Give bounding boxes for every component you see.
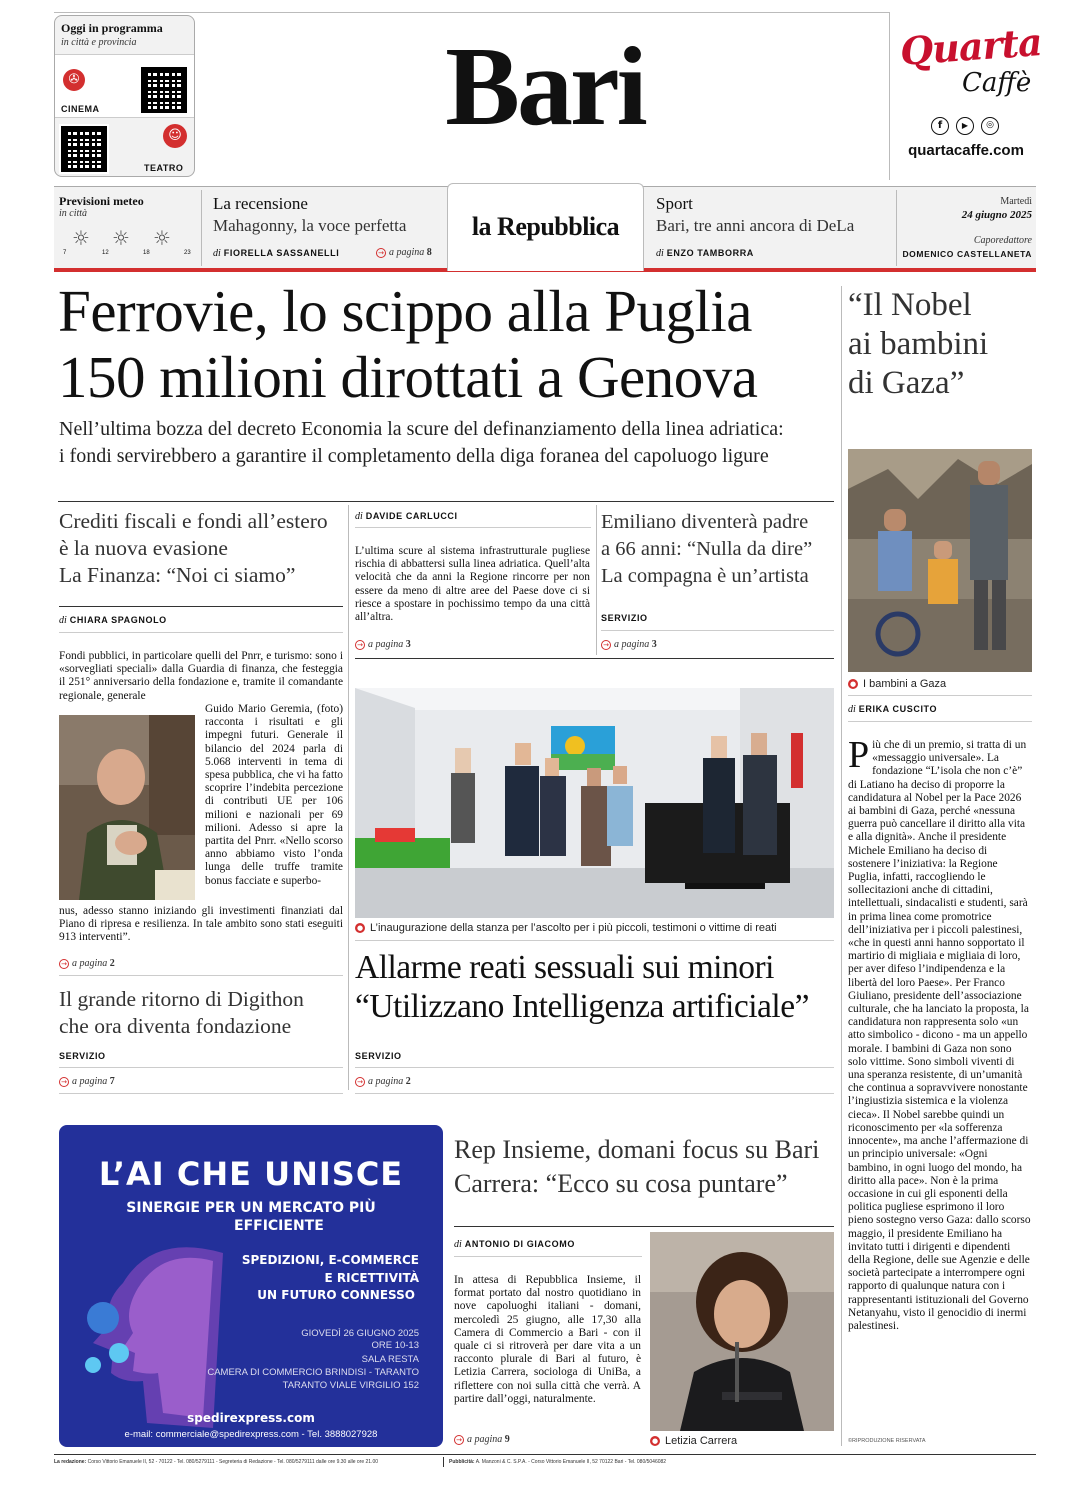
main-photo — [355, 688, 834, 918]
teatro-card[interactable] — [55, 120, 194, 176]
programma-box[interactable] — [54, 15, 195, 177]
lead-deck-line-2: i fondi servirebbero a garantire il completamento della diga foranea del capoluogo ligure — [59, 445, 769, 467]
city-title: Bari — [445, 25, 645, 149]
allarme-title[interactable] — [355, 948, 837, 1026]
lead-page-ref[interactable]: → a pagina 3 — [355, 639, 411, 650]
social-icons — [931, 117, 1001, 137]
divider — [454, 1226, 834, 1227]
facebook-icon[interactable]: f — [931, 117, 949, 135]
main-photo-caption: ● L’inaugurazione della stanza per l’ascolto per i più piccoli, testimoni o vittime di reati — [356, 922, 777, 934]
ad-subtitle-2: EFFICIENTE — [234, 1218, 324, 1234]
sun-icon: ☼ — [112, 226, 130, 250]
rights-notice: ©RIPRODUZIONE RISERVATA — [848, 1438, 926, 1444]
digithon-byline: SERVIZIO — [59, 1051, 106, 1061]
divider — [58, 501, 834, 502]
drop-cap: P — [848, 734, 870, 776]
rep-page-ref[interactable]: → a pagina 9 — [454, 1434, 510, 1445]
programma-title: Oggi in programma — [61, 21, 163, 35]
divider — [59, 606, 343, 607]
forecast-hour: 23 — [184, 250, 191, 256]
emiliano-title-line: a 66 anni: “Nulla da dire” — [601, 538, 813, 560]
digithon-title-line: che ora diventa fondazione — [59, 1014, 292, 1038]
rep-title-line: Rep Insieme, domani focus su Bari — [454, 1135, 820, 1164]
allarme-page-ref[interactable]: → a pagina 2 — [355, 1076, 411, 1087]
divider — [59, 632, 343, 633]
paper-logo[interactable]: la Repubblica — [471, 212, 620, 241]
allarme-byline: SERVIZIO — [355, 1051, 402, 1061]
ad-headline: L’AI CHE UNISCE — [98, 1155, 404, 1193]
cinema-label: CINEMA — [61, 104, 100, 114]
arrow-icon: → — [59, 959, 69, 969]
sport-title[interactable]: Bari, tre anni ancora di DeLa — [656, 216, 855, 235]
divider — [848, 695, 1032, 696]
divider — [596, 505, 597, 655]
crediti-title-line: Crediti fiscali e fondi all’estero — [59, 509, 328, 533]
rep-byline: di ANTONIO DI GIACOMO — [454, 1239, 575, 1250]
forecast-hour: 12 — [102, 250, 109, 256]
digithon-page-ref[interactable]: → a pagina 7 — [59, 1076, 115, 1087]
crediti-body-side: Guido Mario Geremia, (foto) racconta i risultati e gli impegni futuri. Generale il bilancio del 2024 parla di 5.068 interventi in tema di spesa pubblica, che vi ha fatto scoprire l’indebita percezione di contributi UE per 106 milioni e nazionali per 69 milioni. Adesso si apre la partita del Pnrr. «Nello scorso anno abbiamo visto l’onda lunga delle truffe tramite bonus facciate e superbo- — [205, 703, 343, 887]
crediti-title-line: La Finanza: “Noi ci siamo” — [59, 563, 296, 587]
day: Martedì — [1000, 196, 1032, 207]
digithon-title[interactable] — [59, 986, 344, 1040]
brand-sub: Caffè — [962, 68, 1032, 98]
footer-redazione: La redazione: Corso Vittorio Emanuele II, 52 - 70122 - Tel. 080/5279111 - Segreteria di Redazione - Tel. 080/5279111 dalle ore 9.30 alle ore 21.00 — [54, 1459, 379, 1465]
carrera-photo — [650, 1232, 834, 1431]
ad-room: SALA RESTA — [361, 1354, 419, 1365]
camera-icon: ● — [356, 924, 364, 933]
children-photo — [848, 449, 1032, 672]
emiliano-title-line: Emiliano diventerà padre — [601, 511, 809, 533]
ad-venue: CAMERA DI COMMERCIO BRINDISI - TARANTO — [207, 1367, 419, 1378]
inauguration-photo — [355, 688, 834, 918]
brand-name: Quarta — [898, 19, 1043, 74]
divider — [355, 527, 591, 528]
ad-date: GIOVEDÌ 26 GIUGNO 2025 — [301, 1328, 419, 1339]
divider — [848, 721, 1032, 722]
footer-pubblicita: Pubblicità: A. Manzoni & C. S.P.A. - Corso Vittorio Emanuele II, 52 70122 Bari - Tel. 080/5046082 — [449, 1459, 667, 1465]
lead-body: L’ultima scure al sistema infrastrutturale pugliese rischia di abbattersi sulla linea adriatica. Quell’alta velocità che da anni la Regione rincorre per non essere da meno di altre aree del Paese dove ci si riesce a spostare in pochissimo tempo da una città all’altra. — [355, 545, 590, 624]
forecast-hour: 18 — [143, 250, 150, 256]
recensione-byline: di FIORELLA SASSANELLI — [213, 248, 340, 259]
divider — [443, 1457, 444, 1467]
divider — [348, 505, 349, 1090]
divider — [601, 630, 834, 631]
gaza-photo — [848, 449, 1032, 672]
theater-mask-icon: ☺ — [163, 124, 187, 148]
arrow-icon: → — [376, 248, 386, 258]
emiliano-title[interactable] — [601, 509, 837, 590]
footer-rule — [54, 1454, 1036, 1455]
brand-logo[interactable] — [896, 19, 1046, 114]
ad-time: ORE 10-13 — [371, 1340, 419, 1351]
carrera-portrait — [650, 1232, 834, 1431]
cinema-card[interactable] — [55, 54, 194, 118]
meteo-forecast — [60, 222, 194, 262]
arrow-icon: → — [454, 1435, 464, 1445]
divider — [201, 190, 202, 266]
camera-icon: ● — [849, 680, 857, 689]
youtube-icon[interactable]: ▶ — [956, 117, 974, 135]
ad-site[interactable]: spedirexpress.com — [187, 1411, 315, 1425]
arrow-icon: → — [601, 640, 611, 650]
divider — [59, 1067, 343, 1068]
recensione-page-ref[interactable]: → a pagina 8 — [376, 247, 432, 258]
nobel-title-line: “Il Nobel — [848, 287, 972, 323]
general-photo — [59, 715, 195, 900]
divider — [355, 658, 834, 659]
nobel-title[interactable] — [848, 286, 1033, 403]
forecast-hour: 7 — [63, 250, 67, 256]
crediti-byline: di CHIARA SPAGNOLO — [59, 615, 167, 626]
sport-kicker: Sport — [656, 194, 693, 213]
ad-contact: e-mail: commerciale@spedirexpress.com - Tel. 3888027928 — [124, 1429, 378, 1440]
nobel-title-line: ai bambini — [848, 326, 989, 362]
divider — [355, 1093, 834, 1094]
teatro-label: TEATRO — [144, 163, 184, 173]
lead-byline: di DAVIDE CARLUCCI — [355, 511, 458, 522]
programma-subtitle: in città e provincia — [61, 37, 137, 48]
lead-deck-line-1: Nell’ultima bozza del decreto Economia la scure del definanziamento della linea adriatica: — [59, 418, 784, 440]
divider — [454, 1256, 642, 1257]
crediti-page-ref[interactable]: → a pagina 2 — [59, 958, 115, 969]
ad-subtitle-1: SINERGIE PER UN MERCATO PIÙ — [126, 1200, 376, 1216]
rep-body: In attesa di Repubblica Insieme, il format portato dal nostro quotidiano in nove capoluoghi italiani - domani, mercoledì 25 giugno, alle 17,30 alla Camera di Commercio a Bari - con il quale ci si ritroverà per dare vita a un racconto plurale di Bari al futuro, è Letizia Carrera, sociologa di UniBa, a riflettere con noi sulla città che verrà. A partire dall’oggi, naturalmente. — [454, 1274, 641, 1405]
lead-deck — [59, 416, 839, 470]
recensione-kicker: La recensione — [213, 194, 308, 213]
sport-byline: di ENZO TAMBORRA — [656, 248, 754, 259]
crediti-title[interactable] — [59, 508, 344, 589]
capo-label: Caporedattore — [973, 235, 1032, 246]
lead-headline[interactable] — [58, 278, 838, 410]
arrow-icon: → — [355, 640, 365, 650]
arrow-icon: → — [355, 1077, 365, 1087]
camera-icon: ● — [651, 1437, 659, 1446]
divider — [355, 940, 834, 941]
rep-title[interactable] — [454, 1133, 838, 1201]
brand-url[interactable]: quartacaffe.com — [908, 142, 1024, 159]
qr-code-cinema[interactable] — [141, 67, 187, 113]
divider — [355, 1067, 834, 1068]
ad-address: TARANTO VIALE VIRGILIO 152 — [282, 1380, 419, 1391]
rep-title-line: Carrera: “Ecco su cosa puntare” — [454, 1169, 788, 1198]
advertisement[interactable] — [59, 1125, 443, 1447]
nobel-byline: di ERIKA CUSCITO — [848, 704, 938, 715]
meteo-title: Previsioni meteo — [59, 194, 144, 208]
ad-topic-3: UN FUTURO CONNESSO — [257, 1288, 415, 1302]
lead-headline-line-2: 150 milioni dirottati a Genova — [58, 344, 758, 410]
film-reel-icon: ✇ — [63, 69, 85, 91]
recensione-title[interactable]: Mahagonny, la voce perfetta — [213, 216, 407, 235]
digithon-title-line: Il grande ritorno di Digithon — [59, 987, 304, 1011]
ad-topic-1: SPEDIZIONI, E-COMMERCE — [241, 1253, 419, 1267]
emiliano-title-line: La compagna è un’artista — [601, 565, 809, 587]
date: 24 giugno 2025 — [961, 209, 1032, 221]
allarme-title-line: “Utilizzano Intelligenza artificiale” — [355, 988, 809, 1025]
nobel-title-line: di Gaza” — [848, 365, 965, 401]
crediti-title-line: è la nuova evasione — [59, 536, 228, 560]
arrow-icon: → — [59, 1077, 69, 1087]
ad-topic-2: E RICETTIVITÀ — [324, 1271, 419, 1285]
emiliano-page-ref[interactable]: → a pagina 3 — [601, 639, 657, 650]
meteo-subtitle: in città — [59, 208, 88, 219]
general-portrait — [59, 715, 195, 900]
nobel-body — [848, 734, 1032, 1333]
divider — [59, 1093, 343, 1094]
sun-icon: ☼ — [153, 226, 171, 250]
ai-head-illustration — [63, 1233, 243, 1433]
carrera-caption: ● Letizia Carrera — [651, 1435, 738, 1447]
divider — [841, 286, 842, 1446]
crediti-body-bottom: nus, adesso stanno iniziando gli investimenti finanziati dal Piano di ripresa e resilienza. In tale ambito sono stati eseguiti 913 interventi”. — [59, 905, 343, 944]
sun-icon: ☼ — [72, 226, 90, 250]
emiliano-byline: SERVIZIO — [601, 613, 648, 623]
capo-name: DOMENICO CASTELLANETA — [902, 249, 1032, 259]
lead-headline-line-1: Ferrovie, lo scippo alla Puglia — [58, 278, 752, 344]
divider — [59, 975, 343, 976]
instagram-icon[interactable]: ◎ — [981, 117, 999, 135]
allarme-title-line: Allarme reati sessuali sui minori — [355, 949, 774, 986]
nobel-body-text: iù che di un premio, si tratta di un «messaggio universale». La fondazione “L’isola che non c’è” di Latiano ha deciso di proporre la candidatura al Nobel per la Pace 2026 ai bambini di Gaza, perché «nessuna guerra può cancellare il diritto alla vita e alla dignità». Anche il presidente Michele Emiliano ha deciso di sostenere l’iniziativa: la Regione Puglia, infatti, raccogliendo le sollecitazioni anche di cittadini, intellettuali, sindacalisti e studenti, sarà in prima linea come promotrice dell’iniziativa per i piccoli palestinesi, «che in questi anni hanno sopportato il martirio di migliaia e migliaia di loro, per aver difeso l’indipendenza e la libertà del loro Paese». Per Franco Giuliano, presidente dell’associazione culturale, che ha lanciato la proposta, la candidatura non rappresenta solo «un atto simbolico - dicono - ma un appello morale. I bambini di Gaza non sono solo vittime. Sono simboli viventi di una speranza resistente, di un’umanità che continua a sopravvivere nonostante l’ingiustizia sistemica e la violenza cieca». Il Nobel sarebbe quindi un riconoscimento per «la sofferenza innocente», ma anche l’affermazione di un principio universale: «Ogni bambino, in ogni luogo del mondo, ha diritto alla pace». Non è la prima occasione in cui gli esponenti della politica pugliese esprimono il loro pieno sostegno verso Gaza: dallo scorso maggio, il presidente Emiliano ha invitato tutti i dirigenti e dipendenti della Regione, delle sue Agenzie e delle società partecipate a interrompere ogni rapporto di qualunque natura con i rappresentanti istituzionali del Governo Netanyahu, visto il genocidio di inermi palestinesi. — [848, 739, 1031, 1332]
gaza-photo-caption: ● I bambini a Gaza — [849, 678, 947, 690]
crediti-body-top: Fondi pubblici, in particolare quelli del Pnrr, e turismo: sono i «sorvegliati speciali» dalla Guardia di finanza, che festeggia il 251° anniversario della fondazione e, tramite il comandante regionale, generale — [59, 650, 343, 702]
qr-code-teatro[interactable] — [61, 126, 107, 172]
